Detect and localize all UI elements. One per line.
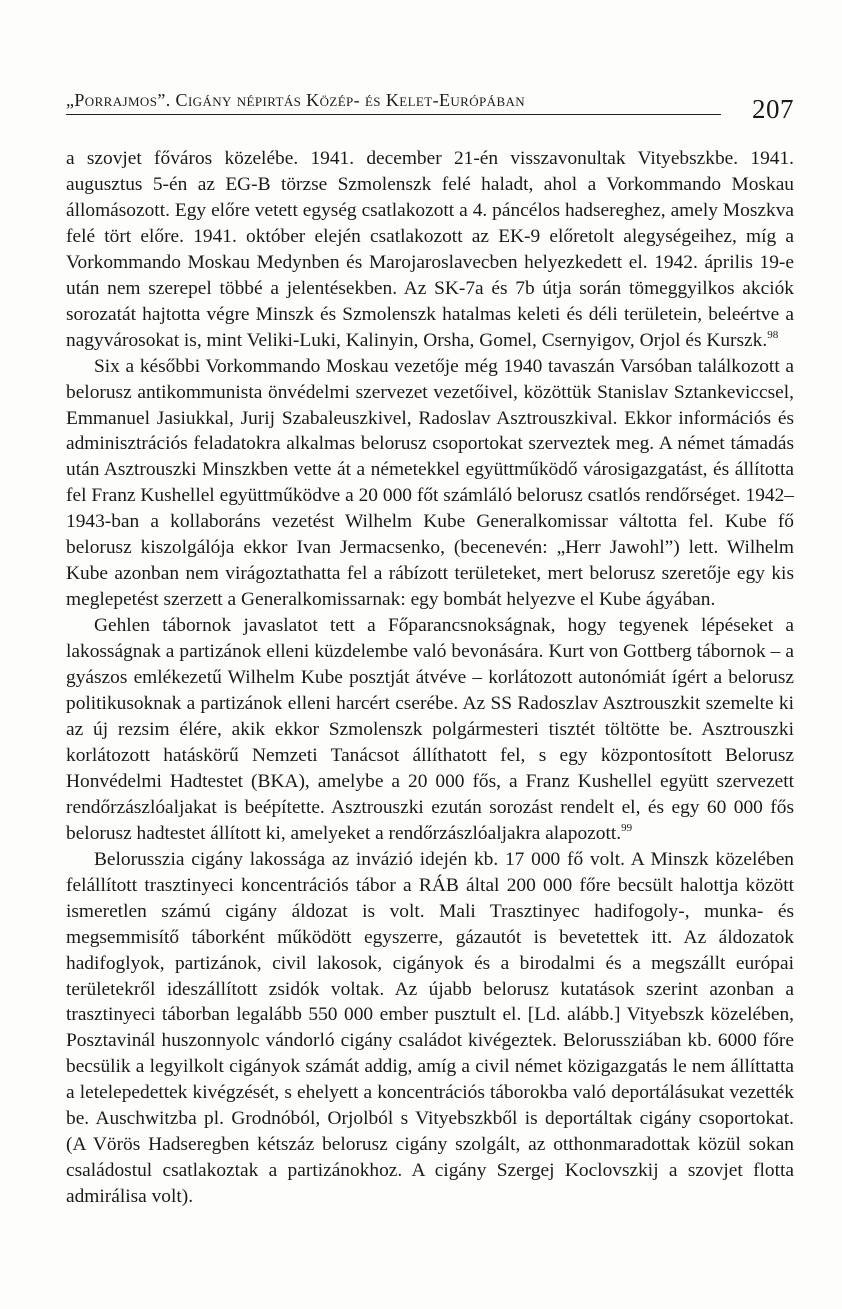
header-rule (66, 114, 721, 115)
paragraph-3 (66, 613, 794, 847)
paragraph-2-text: Six a későbbi Vorkommando Moskau vezetője még 1940 tavaszán Varsóban találkozott a belorusz antikommunista önvédelmi szervezet vezetőivel, közöttük Stanislav Sztankeviccsel, Emmanuel Jasiukkal, Jurij Szabaleuszkivel, Radoslav Asztrouszkival. Ekkor információs és adminisztrációs feladatokra alkalmas belorusz csoportokat szerveztek meg. A német támadás után Asztrouszki Minszkben vette át a németekkel együttműködő városigazgatást, és állította fel Franz Kushellel együttműködve a 20 000 főt számláló belorusz csatlós rendőrséget. 1942–1943-ban a kollaboráns vezetést Wilhelm Kube Generalkomissar váltotta fel. Kube fő belorusz kiszolgálója ekkor Ivan Jermacsenko, (becenevén: „Herr Jawohl”) lett. Wilhelm Kube azonban nem virágoztathatta fel a rábízott területeket, mert belorusz szeretője egy kis meglepetést szerzett a Generalkomissarnak: egy bombát helyezve el Kube ágyában. (66, 355, 794, 611)
body-text (66, 146, 794, 1210)
paragraph-4-text: Belorusszia cigány lakossága az invázió idején kb. 17 000 fő volt. A Minszk közelében felállított trasztinyeci koncentrációs tábor a RÁB által 200 000 főre becsült halottja között ismeretlen számú cigány áldozat is volt. Mali Trasztinyec hadifogoly-, munka- és megsemmisítő táborként működött egyszerre, gázautót is bevetettek itt. Az áldozatok hadifoglyok, partizánok, civil lakosok, cigányok és a birodalmi és a megszállt európai területekről ideszállított zsidók voltak. Az újabb belorusz kutatások szerint azonban a trasztinyeci táborban legalább 550 000 ember pusztult el. [Ld. alább.] Vityebszk közelében, Posztavinál huszonnyolc vándorló cigány családot kivégeztek. Belorussziában kb. 6000 főre becsülik a legyilkolt cigányok számát addig, amíg a civil német közigazgatás le nem állíttatta a letelepedettek kivégzését, s ehelyett a koncentrációs táborokba való deportálásukat vezették be. Auschwitzba pl. Grodnóból, Orjolból s Vityebszkből is deportáltak cigány csoportokat. (A Vörös Hadseregben kétszáz belorusz cigány szolgált, az otthonmaradottak közül sokan családostul csatlakoztak a partizánokhoz. A cigány Szergej Koclovszkij a szovjet flotta admirálisa volt). (66, 848, 794, 1208)
page-number: 207 (752, 94, 794, 124)
footnote-ref-98: 98 (767, 328, 779, 341)
running-header (66, 88, 794, 128)
paragraph-4 (66, 847, 794, 1210)
paragraph-1-text: a szovjet főváros közelébe. 1941. december 21-én visszavonultak Vityebszkbe. 1941. augusztus 5-én az EG-B törzse Szmolenszk felé haladt, ahol a Vorkommando Moskau állomásozott. Egy előre vetett egység csatlakozott a 4. páncélos hadsereghez, amely Moszkva felé tört előre. 1941. október elején csatlakozott az EK-9 előretolt alegységeihez, míg a Vorkommando Moskau Medynben és Marojaroslavecben helyezkedett el. 1942. április 19-e után nem szerepel többé a jelentésekben. Az SK-7a és 7b útja során tömeggyilkos akciók sorozatát hajtotta végre Minszk és Szmolenszk hatalmas keleti és déli területein, beleértve a nagyvárosokat is, mint Veliki-Luki, Kalinyin, Orsha, Gomel, Csernyigov, Orjol és Kurszk. (66, 148, 794, 351)
paragraph-2 (66, 354, 794, 614)
paragraph-3-text: Gehlen tábornok javaslatot tett a Főparancsnokságnak, hogy tegyenek lépéseket a lakosságnak a partizánok elleni küzdelembe való bevonására. Kurt von Gottberg tábornok – a gyászos emlékezetű Wilhelm Kube posztját átvéve – korlátozott autonómiát ígért a belorusz politikusoknak a partizánok elleni harcért cserébe. Az SS Radoszlav Asztrouszkit szemelte ki az új rezsim élére, akik ekkor Szmolenszk polgármesteri tisztét töltötte be. Asztrouszki korlátozott hatáskörű Nemzeti Tanácsot állíthatott fel, s egy központosított Belorusz Honvédelmi Hadtestet (BKA), amelybe a 20 000 fős, a Franz Kushellel együtt szervezett rendőrzászlóaljakat is beépítette. Asztrouszki ezután sorozást rendelt el, és egy 60 000 fős belorusz hadtestet állított ki, amelyeket a rendőrzászlóaljakra alapozott. (66, 615, 794, 844)
footnote-ref-99: 99 (621, 821, 633, 834)
paragraph-1 (66, 146, 794, 354)
running-title: „Porrajmos”. Cigány népirtás Közép- és Kelet-Európában (66, 90, 526, 110)
